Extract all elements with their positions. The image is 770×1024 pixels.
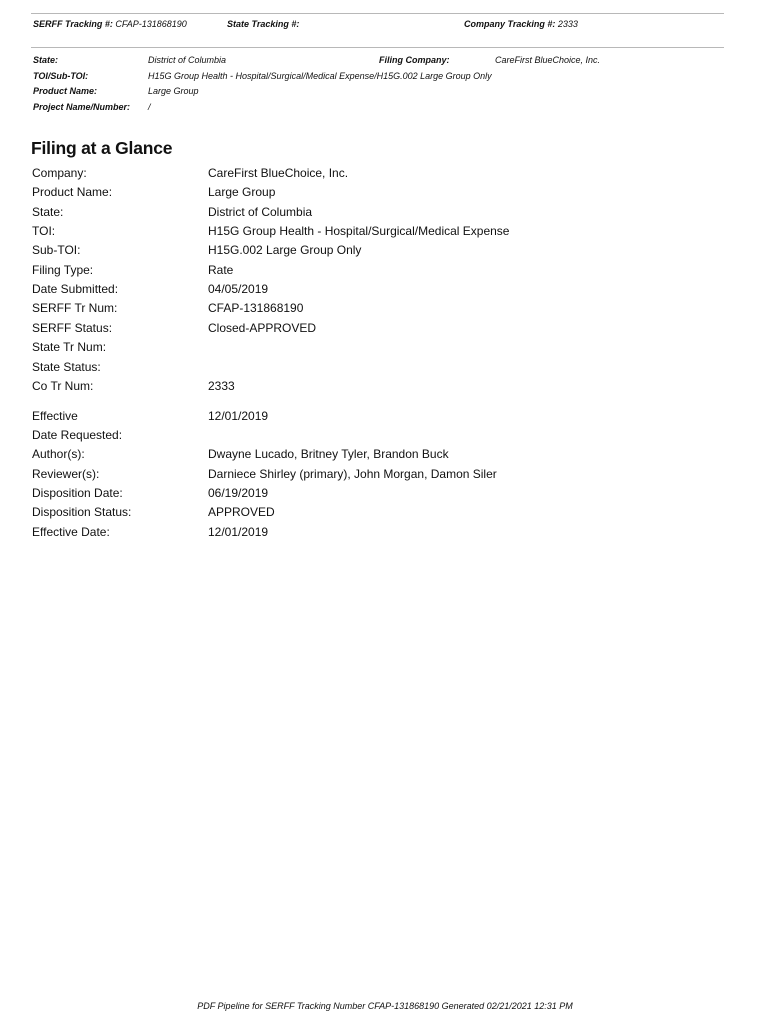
product-name-label: Product Name: <box>33 86 98 96</box>
toi-field-label: TOI: <box>32 224 56 238</box>
product-name-field-label: Product Name: <box>32 185 113 199</box>
filing-type-field-value: Rate <box>208 263 234 277</box>
state-tr-num-field-label: State Tr Num: <box>32 340 107 354</box>
company-tracking-label: Company Tracking #: <box>464 19 556 29</box>
date-submitted-field-label: Date Submitted: <box>32 282 119 296</box>
header-top-rule <box>31 13 724 14</box>
effective-field-value: 12/01/2019 <box>208 409 269 423</box>
product-name-value: Large Group <box>148 86 199 96</box>
toi-field-value: H15G Group Health - Hospital/Surgical/Medical Expense <box>208 224 510 238</box>
header-bottom-rule <box>31 47 724 48</box>
product-name-field-value: Large Group <box>208 185 276 199</box>
co-tr-num-field-label: Co Tr Num: <box>32 379 94 393</box>
sub-toi-field-value: H15G.002 Large Group Only <box>208 243 362 257</box>
state-tracking <box>227 19 299 29</box>
state-tracking-label: State Tracking #: <box>227 19 300 29</box>
project-value: / <box>148 102 151 112</box>
serff-tr-num-field-label: SERFF Tr Num: <box>32 301 118 315</box>
filing-company-label: Filing Company: <box>379 55 450 65</box>
filing-company-value: CareFirst BlueChoice, Inc. <box>495 55 601 65</box>
serff-status-field-value: Closed-APPROVED <box>208 321 317 335</box>
disposition-date-field-label: Disposition Date: <box>32 486 123 500</box>
serff-status-field-label: SERFF Status: <box>32 321 113 335</box>
reviewers-field-label: Reviewer(s): <box>32 467 100 481</box>
disposition-date-field-value: 06/19/2019 <box>208 486 269 500</box>
serff-tracking-value: CFAP-131868190 <box>115 19 187 29</box>
state-status-field-label: State Status: <box>32 360 101 374</box>
authors-field-label: Author(s): <box>32 447 85 461</box>
disposition-status-field-label: Disposition Status: <box>32 505 132 519</box>
serff-tr-num-field-value: CFAP-131868190 <box>208 301 304 315</box>
date-submitted-field-value: 04/05/2019 <box>208 282 269 296</box>
authors-field-value: Dwayne Lucado, Britney Tyler, Brandon Buck <box>208 447 449 461</box>
serff-tracking <box>33 19 187 29</box>
company-field-label: Company: <box>32 166 87 180</box>
disposition-status-field-value: APPROVED <box>208 505 275 519</box>
sub-toi-field-label: Sub-TOI: <box>32 243 81 257</box>
co-tr-num-field-value: 2333 <box>208 379 235 393</box>
date-requested-field-label: Date Requested: <box>32 428 123 442</box>
filing-type-field-label: Filing Type: <box>32 263 94 277</box>
project-label: Project Name/Number: <box>33 102 131 112</box>
serff-tracking-label: SERFF Tracking #: <box>33 19 113 29</box>
toi-label: TOI/Sub-TOI: <box>33 71 89 81</box>
toi-value: H15G Group Health - Hospital/Surgical/Medical Expense/H15G.002 Large Group Only <box>148 71 492 81</box>
company-field-value: CareFirst BlueChoice, Inc. <box>208 166 349 180</box>
effective-date-field-label: Effective Date: <box>32 525 110 539</box>
effective-date-field-value: 12/01/2019 <box>208 525 269 539</box>
page-title: Filing at a Glance <box>31 138 173 158</box>
state-value: District of Columbia <box>148 55 227 65</box>
state-field-label: State: <box>32 205 64 219</box>
company-tracking <box>464 19 578 29</box>
state-label: State: <box>33 55 59 65</box>
state-field-value: District of Columbia <box>208 205 313 219</box>
company-tracking-value: 2333 <box>557 19 578 29</box>
page-footer: PDF Pipeline for SERFF Tracking Number CFAP-131868190 Generated 02/21/2021 12:31 PM <box>197 1001 573 1011</box>
reviewers-field-value: Darniece Shirley (primary), John Morgan, Damon Siler <box>208 467 497 481</box>
effective-field-label: Effective <box>32 409 78 423</box>
